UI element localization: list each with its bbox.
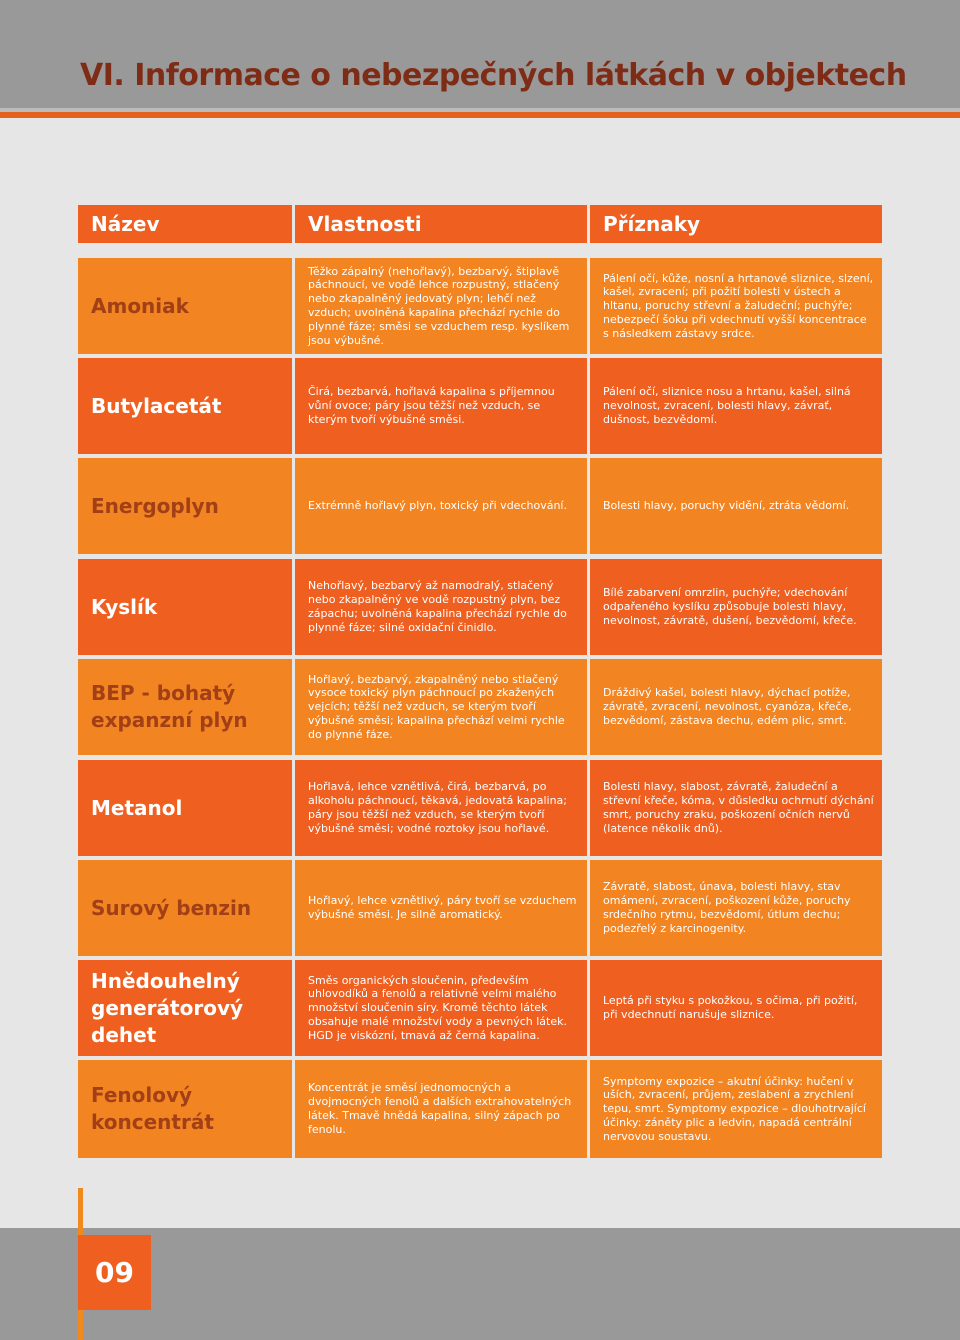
symptoms-cell	[590, 659, 882, 755]
properties-cell	[295, 458, 587, 554]
symptoms-cell	[590, 1060, 882, 1158]
substance-name: BEP - bohatý expanzní plyn	[91, 681, 248, 732]
properties-cell	[295, 960, 587, 1056]
symptoms-text: Závratě, slabost, únava, bolesti hlavy, stav omámení, zvracení, poškození kůže, poruchy srdečního rytmu, bezvědomí, útlum dechu; podezřelý z karcinogenity.	[603, 880, 851, 935]
page-title: VI. Informace o nebezpečných látkách v objektech	[80, 58, 907, 93]
properties-text: Čirá, bezbarvá, hořlavá kapalina s příjemnou vůní ovoce; páry jsou těžší než vzduch, se kterým tvoří výbušné směsi.	[308, 385, 555, 426]
accent-stripe	[0, 112, 960, 118]
substance-name: Energoplyn	[91, 493, 219, 518]
symptoms-cell	[590, 358, 882, 454]
symptoms-text: Pálení očí, sliznice nosu a hrtanu, kašel, silná nevolnost, zvracení, bolesti hlavy, závrať, dušnost, bezvědomí.	[603, 385, 851, 426]
symptoms-text: Symptomy expozice – akutní účinky: hučení v uších, zvracení, průjem, zeslabení a zrychlení tepu, smrt. Symptomy expozice – dlouhotrvající účinky: záněty plic a ledvin, napadá centrální nervovou soustavu.	[603, 1074, 866, 1143]
substance-name: Metanol	[91, 795, 183, 820]
properties-text: Hořlavý, bezbarvý, zkapalněný nebo stlačený vysoce toxický plyn páchnoucí po zkažených vejcích; těžší než vzduch, se kterým tvoří výbušné směsi; kapalina přechází velmi rychle do plynné fáze.	[308, 672, 565, 741]
properties-cell	[295, 760, 587, 856]
symptoms-cell	[590, 760, 882, 856]
symptoms-cell	[590, 458, 882, 554]
substance-name-cell	[78, 358, 292, 454]
properties-text: Hořlavý, lehce vznětlivý, páry tvoří se vzduchem výbušné směsi. Je silně aromatický.	[308, 894, 577, 921]
symptoms-text: Bolesti hlavy, poruchy vidění, ztráta vědomí.	[603, 499, 850, 513]
substance-name-cell	[78, 559, 292, 655]
page-number: 09	[95, 1256, 134, 1289]
substance-name: Hnědouhelný generátorový dehet	[91, 968, 244, 1047]
substance-name-cell	[78, 960, 292, 1056]
column-header-name: Název	[78, 205, 292, 243]
substance-name-cell	[78, 760, 292, 856]
substance-name: Butylacetát	[91, 393, 222, 418]
substance-name-cell	[78, 258, 292, 354]
properties-text: Koncentrát je směsí jednomocných a dvojmocných fenolů a dalších extrahovatelných látek. Tmavě hnědá kapalina, silný zápach po fenolu.	[308, 1081, 572, 1136]
symptoms-cell	[590, 559, 882, 655]
properties-text: Směs organických sloučenin, především uhlovodíků a fenolů a relativně velmi malého množství sloučenin síry. Kromě těchto látek obsahuje malé množství vody a pevných látek. HGD je viskózní, tmavá až černá kapalina.	[308, 973, 567, 1042]
symptoms-text: Pálení očí, kůže, nosní a hrtanové sliznice, slzení, kašel, zvracení; při požití bolesti v ústech a hltanu, poruchy střevní a žaludeční; puchýře; nebezpečí šoku při vdechnutí vyšší koncentrace s následkem zástavy srdce.	[603, 271, 874, 340]
symptoms-cell	[590, 860, 882, 956]
column-header-symptoms: Příznaky	[590, 205, 882, 243]
substance-name: Kyslík	[91, 594, 158, 619]
properties-cell	[295, 659, 587, 755]
symptoms-text: Dráždivý kašel, bolesti hlavy, dýchací potíže, závratě, zvracení, nevolnost, cyanóza, křeče, bezvědomí, zástava dechu, edém plic, smrt.	[603, 686, 852, 727]
properties-cell	[295, 258, 587, 354]
substance-name-cell	[78, 860, 292, 956]
properties-text: Nehořlavý, bezbarvý až namodralý, stlačený nebo zkapalněný ve vodě rozpustný plyn, bez zápachu; uvolněná kapalina přechází rychle do plynné fáze; silné oxidační činidlo.	[308, 579, 567, 634]
properties-text: Hořlavá, lehce vznětlivá, čirá, bezbarvá, po alkoholu páchnoucí, těkavá, jedovatá kapalina; páry jsou těžší než vzduch, se kterým tvoří výbušné směsi; vodné roztoky jsou hořlavé.	[308, 780, 567, 835]
substance-name-cell	[78, 458, 292, 554]
column-header-properties: Vlastnosti	[295, 205, 587, 243]
symptoms-cell	[590, 258, 882, 354]
properties-text: Extrémně hořlavý plyn, toxický při vdechování.	[308, 499, 567, 513]
substance-name: Surový benzin	[91, 895, 252, 920]
symptoms-text: Bolesti hlavy, slabost, závratě, žaludeční a střevní křeče, kóma, v důsledku ochrnutí dýchání smrt, poruchy zraku, poškození očních nervů (latence několik dnů).	[603, 780, 874, 835]
symptoms-cell	[590, 960, 882, 1056]
symptoms-text: Bílé zabarvení omrzlin, puchýře; vdechování odpařeného kyslíku způsobuje bolesti hlavy, nevolnost, závratě, dušení, bezvědomí, křeče.	[603, 586, 857, 627]
properties-cell	[295, 559, 587, 655]
substance-name-cell	[78, 1060, 292, 1158]
properties-cell	[295, 860, 587, 956]
page-number-box	[78, 1235, 151, 1310]
properties-cell	[295, 358, 587, 454]
substance-name: Amoniak	[91, 293, 189, 318]
properties-text: Těžko zápalný (nehořlavý), bezbarvý, štiplavě páchnoucí, ve vodě lehce rozpustný, stlačený nebo zkapalněný jedovatý plyn; lehčí než vzduch; uvolněná kapalina přechází rychle do plynné fáze; směsi se vzduchem resp. kyslíkem jsou výbušné.	[308, 264, 570, 347]
properties-cell	[295, 1060, 587, 1158]
substance-name: Fenolový koncentrát	[91, 1083, 214, 1134]
substance-name-cell	[78, 659, 292, 755]
symptoms-text: Leptá při styku s pokožkou, s očima, při požití, při vdechnutí narušuje sliznice.	[603, 994, 858, 1021]
